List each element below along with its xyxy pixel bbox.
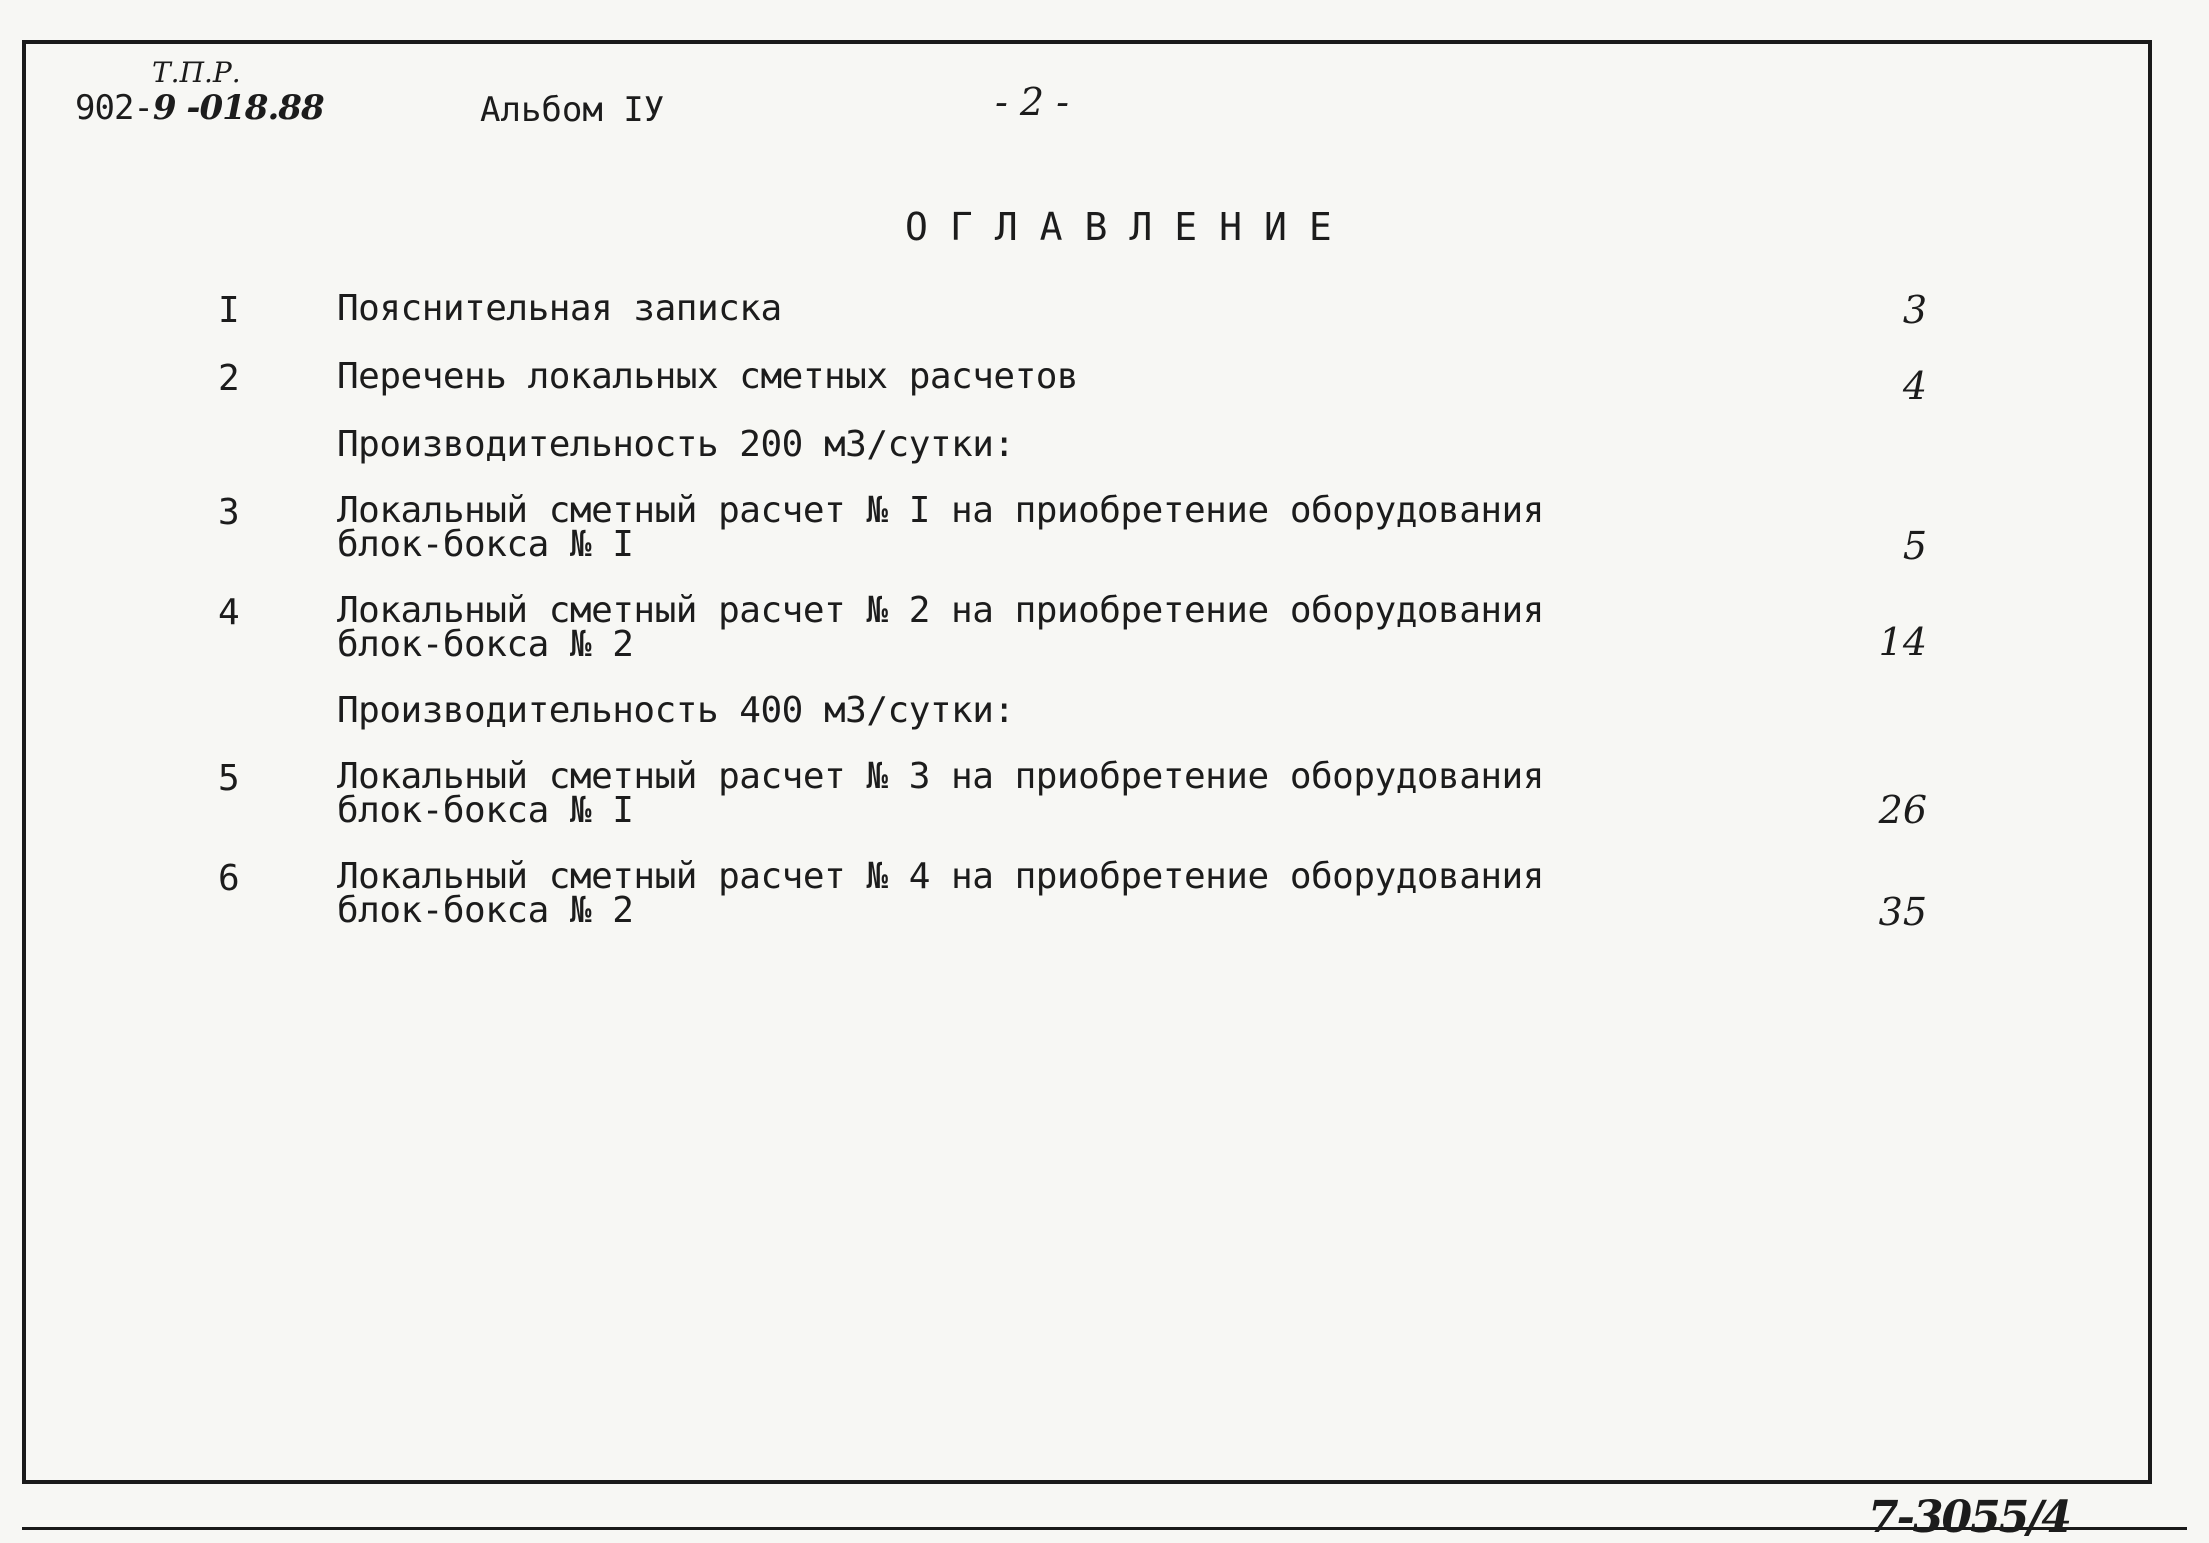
toc-entry-line: Локальный сметный расчет № 2 на приобретение оборудования <box>337 590 1544 631</box>
bottom-rule <box>22 1527 2187 1530</box>
toc-entry-text <box>337 856 1544 931</box>
toc-entry-page: 14 <box>1878 620 1927 664</box>
toc-entry-line: блок-бокса № 2 <box>337 890 634 931</box>
toc-entry-line: Перечень локальных сметных расчетов <box>337 356 1079 397</box>
toc-entry-number: 2 <box>218 358 240 399</box>
toc-entry-page: 5 <box>1902 524 1927 568</box>
page-number: - 2 - <box>995 80 1070 124</box>
designation-handwritten: 9 -018.88 <box>152 88 324 128</box>
toc-entry-text <box>337 288 782 329</box>
toc-entry-page: 35 <box>1878 890 1927 934</box>
toc-entry-text <box>337 590 1544 665</box>
toc-entry-line: Локальный сметный расчет № 4 на приобретение оборудования <box>337 856 1544 897</box>
toc-entry-page: 26 <box>1878 788 1927 832</box>
toc-entry-number: I <box>218 290 240 331</box>
archive-number: 7-3055/4 <box>1868 1492 2071 1543</box>
toc-title: ОГЛАВЛЕНИЕ <box>905 205 1354 249</box>
toc-entry-line: блок-бокса № I <box>337 790 634 831</box>
album-label: Альбом IУ <box>480 90 665 130</box>
section-heading-200: Производительность 200 м3/сутки: <box>337 424 1015 465</box>
designation-prefix: 902- <box>75 88 153 128</box>
toc-entry-number: 3 <box>218 492 240 533</box>
toc-entry-text <box>337 356 1079 397</box>
toc-entry-text <box>337 490 1544 565</box>
toc-entry-number: 4 <box>218 592 240 633</box>
toc-entry-number: 5 <box>218 758 240 799</box>
toc-entry-text <box>337 756 1544 831</box>
project-designation <box>75 88 324 128</box>
toc-entry-line: блок-бокса № 2 <box>337 624 634 665</box>
toc-entry-line: блок-бокса № I <box>337 524 634 565</box>
section-heading-400: Производительность 400 м3/сутки: <box>337 690 1015 731</box>
toc-entry-line: Локальный сметный расчет № 3 на приобретение оборудования <box>337 756 1544 797</box>
toc-entry-line: Пояснительная записка <box>337 288 782 329</box>
toc-entry-line: Локальный сметный расчет № I на приобретение оборудования <box>337 490 1544 531</box>
toc-entry-page: 4 <box>1902 364 1927 408</box>
designation-note: Т.П.Р. <box>152 56 241 89</box>
toc-entry-number: 6 <box>218 858 240 899</box>
toc-entry-page: 3 <box>1902 288 1927 332</box>
